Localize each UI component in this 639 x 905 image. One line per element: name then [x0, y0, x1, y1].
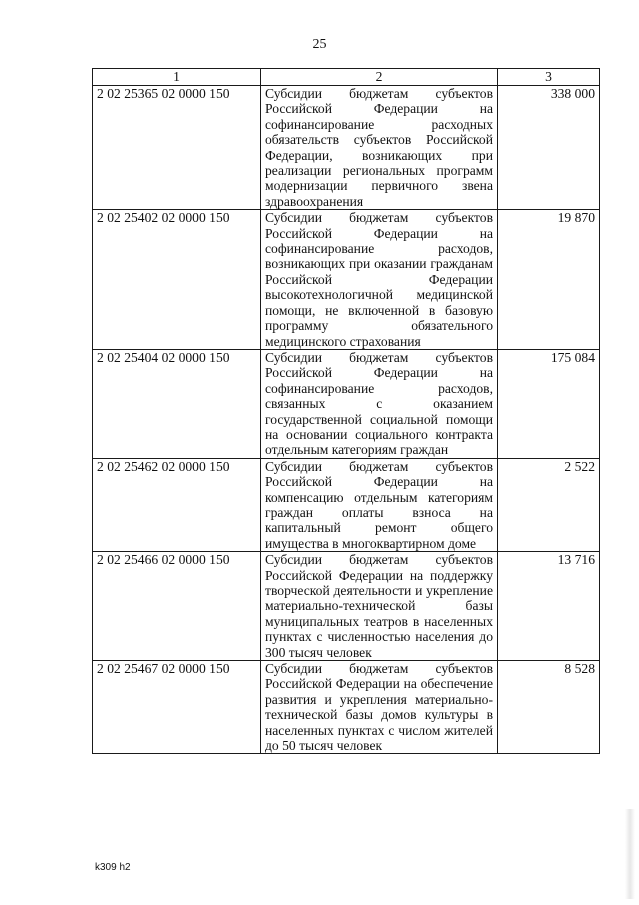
table-row: [93, 210, 600, 350]
footer-code: k309 h2: [95, 862, 131, 873]
row-description: Субсидии бюджетам субъектов Российской Федерации на софинансирование расходов, связанных с оказанием государственной социальной помощи на основании социального контракта отдельным категориям граждан: [261, 349, 498, 458]
budget-table: [92, 68, 600, 754]
page-number: 25: [312, 37, 327, 52]
row-amount: 19 870: [498, 210, 600, 350]
table-row: [93, 661, 600, 754]
table-row: [93, 458, 600, 551]
column-header-2: 2: [261, 69, 498, 86]
table-row: [93, 349, 600, 458]
row-description: Субсидии бюджетам субъектов Российской Федерации на компенсацию отдельным категориям граждан оплаты взноса на капитальный ремонт общего имущества в многоквартирном доме: [261, 458, 498, 551]
column-header-1: 1: [93, 69, 261, 86]
row-description: Субсидии бюджетам субъектов Российской Федерации на софинансирование расходных обязательств субъектов Российской Федерации, возникающих при реализации региональных программ модернизации первичного звена здравоохранения: [261, 86, 498, 210]
row-amount: 175 084: [498, 349, 600, 458]
row-description: Субсидии бюджетам субъектов Российской Федерации на поддержку творческой деятельности и укрепление материально-технической базы муниципальных театров в населенных пунктах с численностью населения до 300 тысяч человек: [261, 552, 498, 661]
row-code: 2 02 25466 02 0000 150: [93, 552, 261, 661]
column-header-3: 3: [498, 69, 600, 86]
row-amount: 338 000: [498, 86, 600, 210]
scan-edge-mark: [625, 809, 635, 899]
row-amount: 13 716: [498, 552, 600, 661]
row-code: 2 02 25467 02 0000 150: [93, 661, 261, 754]
table-row: [93, 552, 600, 661]
row-code: 2 02 25404 02 0000 150: [93, 349, 261, 458]
row-code: 2 02 25365 02 0000 150: [93, 86, 261, 210]
row-code: 2 02 25402 02 0000 150: [93, 210, 261, 350]
row-description: Субсидии бюджетам субъектов Российской Федерации на обеспечение развития и укрепления материально-технической базы домов культуры в населенных пунктах с числом жителей до 50 тысяч человек: [261, 661, 498, 754]
row-description: Субсидии бюджетам субъектов Российской Федерации на софинансирование расходов, возникающих при оказании гражданам Российской Федерации высокотехнологичной медицинской помощи, не включенной в базовую программу обязательного медицинского страхования: [261, 210, 498, 350]
table-row: [93, 86, 600, 210]
row-code: 2 02 25462 02 0000 150: [93, 458, 261, 551]
row-amount: 8 528: [498, 661, 600, 754]
table-header-row: [93, 69, 600, 86]
row-amount: 2 522: [498, 458, 600, 551]
